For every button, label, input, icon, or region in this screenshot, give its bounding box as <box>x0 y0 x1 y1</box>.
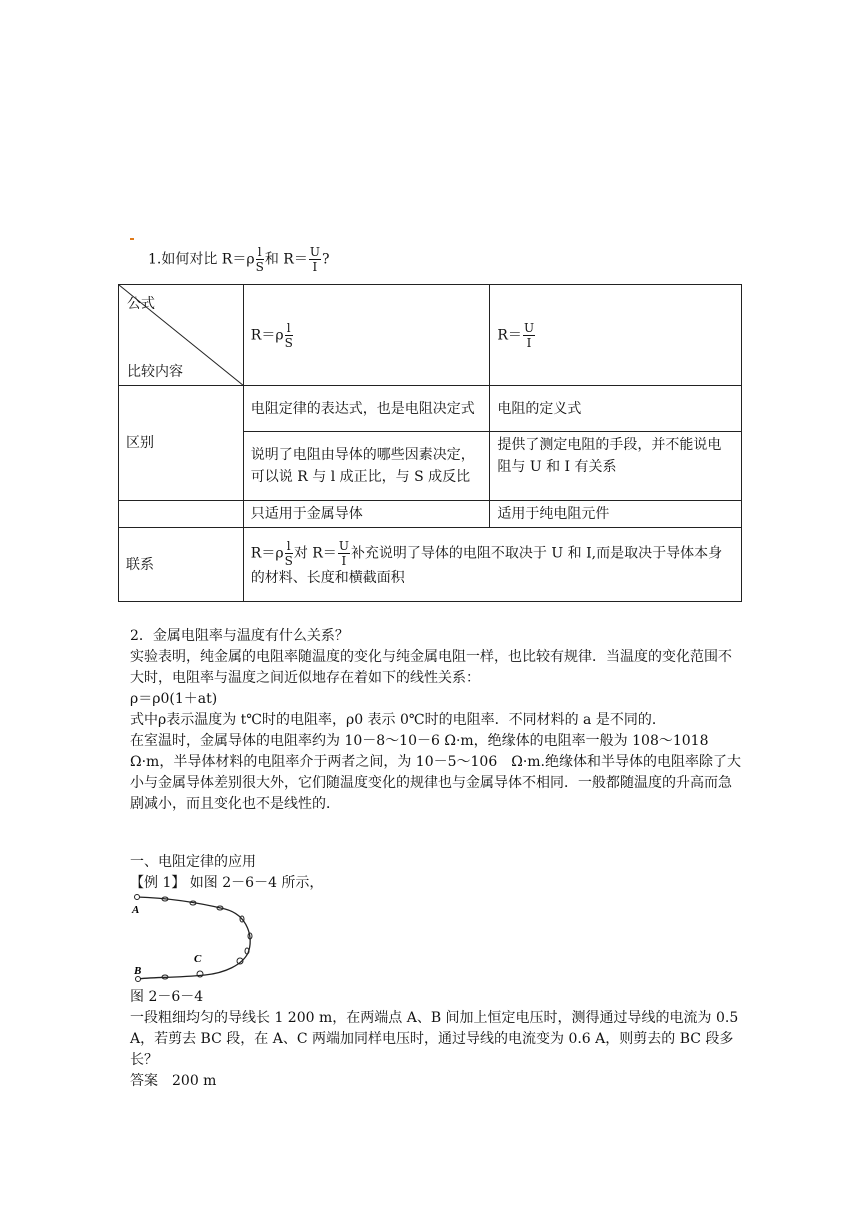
table-cell: 说明了电阻由导体的哪些因素决定，可以说 R 与 l 成正比，与 S 成反比 <box>243 432 490 501</box>
table-header-row <box>119 285 742 386</box>
fraction-u-over-i <box>523 322 535 349</box>
table-row <box>119 386 742 432</box>
label-b: B <box>134 965 142 977</box>
paragraph: 实验表明，纯金属的电阻率随温度的变化与纯金属电阻一样，也比较有规律．当温度的变化范围不大时，电阻率与温度之间近似地存在着如下的线性关系： <box>130 649 732 686</box>
table-cell: 电阻的定义式 <box>490 386 742 432</box>
link-prefix: R＝ρ <box>250 545 284 562</box>
formula-2-prefix: R＝ <box>497 327 522 343</box>
fraction-l-over-s <box>285 540 293 567</box>
comparison-table <box>118 284 742 602</box>
figure-caption: 图 2－6－4 <box>130 989 204 1005</box>
q1-mid: 和 R＝ <box>264 251 308 268</box>
link-label: 联系 <box>119 528 244 602</box>
fraction-numerator: U <box>309 245 320 259</box>
empty-cell <box>119 501 244 528</box>
label-c: C <box>194 953 202 965</box>
endpoint-a <box>135 895 140 900</box>
fraction-l-over-s <box>256 246 264 273</box>
table-cell: 适用于纯电阻元件 <box>490 501 742 528</box>
header-compare-label: 比较内容 <box>127 364 183 380</box>
section-2 <box>130 626 745 815</box>
difference-label: 区别 <box>119 386 244 501</box>
fraction-numerator: l <box>256 246 264 260</box>
table-cell: 提供了测定电阻的手段，并不能说电阻与 U 和 I 有关系 <box>490 432 742 501</box>
table-cell: 电阻定律的表达式，也是电阻决定式 <box>243 386 490 432</box>
fraction-denominator: I <box>341 554 347 568</box>
formula-line: ρ＝ρ0(1＋at) <box>130 691 218 707</box>
fraction-numerator: U <box>523 320 535 335</box>
table-row <box>119 528 742 602</box>
endpoint-b <box>136 977 141 982</box>
section-3-heading <box>130 852 745 894</box>
fraction-u-over-i <box>338 540 350 567</box>
formula-1-cell <box>243 285 490 386</box>
problem-text: 一段粗细均匀的导线长 1 200 m，在两端点 A、B 间加上恒定电压时，测得通过导线的电流为 0.5 A，若剪去 BC 段，在 A、C 两端加同样电压时，通过导线的电流变为 0.6 A，则剪去的 BC 段多长？ <box>130 1010 739 1068</box>
paragraph: 式中ρ表示温度为 t℃时的电阻率，ρ0 表示 0℃时的电阻率．不同材料的 a 是不同的． <box>130 712 666 728</box>
fraction-denominator: S <box>284 554 293 568</box>
paragraph: 在室温时，金属导体的电阻率约为 10－8～10－6 Ω·m，绝缘体的电阻率一般为 108～1018 Ω·m，半导体材料的电阻率介于两者之间，为 10－5～106 Ω·m.绝缘体和半导体的电阻率除了大小与金属导体差别很大外，它们随温度变化的规律也与金属导体不相同．一般都随温度的升高而急剧减小，而且变化也不是线性的． <box>130 733 742 812</box>
header-formula-label: 公式 <box>127 296 155 312</box>
table-cell: 只适用于金属导体 <box>243 501 490 528</box>
fraction-numerator: l <box>285 322 293 336</box>
orange-dot-mark <box>130 238 134 240</box>
diagonal-header-cell <box>119 285 244 386</box>
fraction-denominator: I <box>526 335 532 350</box>
fraction-denominator: S <box>284 335 293 350</box>
fraction-numerator: U <box>338 539 349 553</box>
fraction-numerator: l <box>285 540 293 554</box>
example-label: 【例 1】 如图 2－6－4 所示， <box>130 875 324 891</box>
link-mid: 对 R＝ <box>293 545 337 562</box>
example-body <box>130 987 745 1092</box>
fraction-u-over-i <box>309 246 321 273</box>
question-1-heading <box>148 246 329 273</box>
q1-suffix: ? <box>321 251 330 268</box>
section-2-title: 2．金属电阻率与温度有什么关系？ <box>130 628 349 644</box>
link-text: 补充说明了导体的电阻不取决于 U 和 I,而是取决于导体本身的材料、长度和横截面积 <box>250 545 723 586</box>
fraction-l-over-s <box>285 322 293 349</box>
answer-text: 答案 200 m <box>130 1073 217 1089</box>
section-3-title: 一、电阻定律的应用 <box>130 854 256 870</box>
wire-figure <box>130 893 260 985</box>
link-cell <box>243 528 741 602</box>
table-row <box>119 501 742 528</box>
q1-prefix: 1.如何对比 R＝ρ <box>148 251 255 268</box>
label-a: A <box>132 904 140 916</box>
wire-curve <box>137 897 250 979</box>
fraction-denominator: S <box>255 260 264 274</box>
fraction-denominator: I <box>312 260 318 274</box>
formula-2-cell <box>490 285 742 386</box>
formula-1-prefix: R＝ρ <box>250 327 284 343</box>
